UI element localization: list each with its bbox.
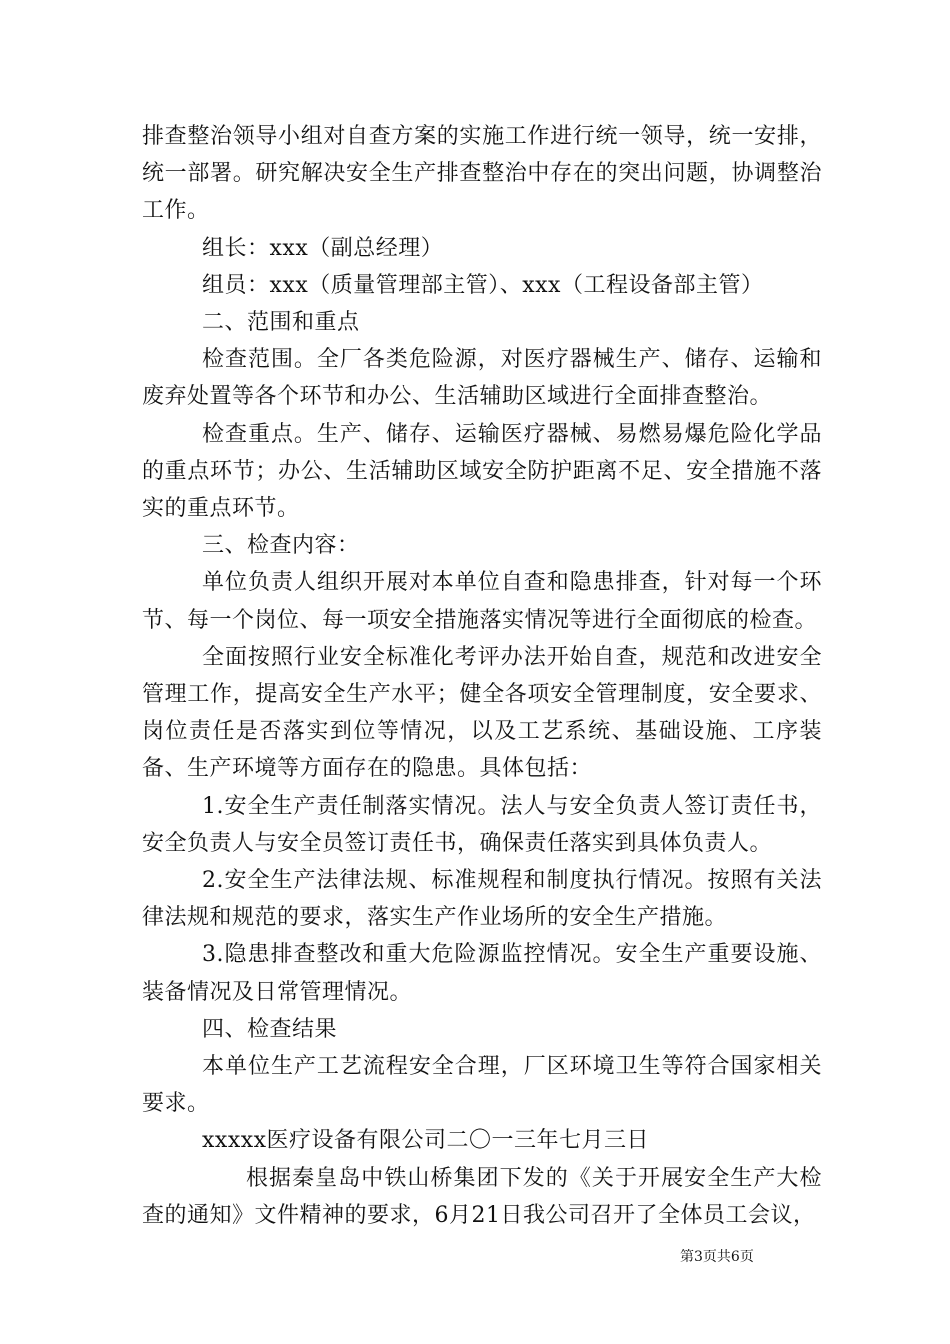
paragraph-inspection-focus: 检查重点。生产、储存、运输医疗器械、易燃易爆危险化学品的重点环节；办公、生活辅助区域安全防护距离不足、安全措施不落实的重点环节。	[142, 421, 822, 522]
section-heading-results: 四、检查结果	[202, 1016, 338, 1042]
paragraph-group-leader: 组长：xxx（副总经理）	[202, 235, 444, 261]
section-heading-content: 三、检查内容：	[202, 533, 360, 559]
paragraph-self-inspection: 全面按照行业安全标准化考评办法开始自查，规范和改进安全管理工作，提高安全生产水平；健全各项安全管理制度，安全要求、岗位责任是否落实到位等情况，以及工艺系统、基础设施、工序装备、生产环境等方面存在的隐患。具体包括：	[142, 644, 822, 782]
list-item-1: 1.安全生产责任制落实情况。法人与安全负责人签订责任书，安全负责人与安全员签订责任书，确保责任落实到具体负责人。	[142, 793, 822, 856]
paragraph-unit-responsible: 单位负责人组织开展对本单位自查和隐患排查，针对每一个环节、每一个岗位、每一项安全措施落实情况等进行全面彻底的检查。	[142, 570, 822, 633]
paragraph-results: 本单位生产工艺流程安全合理，厂区环境卫生等符合国家相关要求。	[142, 1054, 822, 1117]
section-heading-scope: 二、范围和重点	[202, 310, 360, 336]
list-item-2: 2.安全生产法律法规、标准规程和制度执行情况。按照有关法律法规和规范的要求，落实生产作业场所的安全生产措施。	[142, 868, 822, 931]
paragraph-new-document-intro: 根据秦皇岛中铁山桥集团下发的《关于开展安全生产大检查的通知》文件精神的要求，6月21日我公司召开了全体员工会议，	[142, 1165, 822, 1228]
paragraph-inspection-scope: 检查范围。全厂各类危险源，对医疗器械生产、储存、运输和废弃处置等各个环节和办公、生活辅助区域进行全面排查整治。	[142, 347, 822, 410]
paragraph-group-members: 组员：xxx（质量管理部主管）、xxx（工程设备部主管）	[202, 272, 764, 298]
page-number: 第3页共6页	[680, 1249, 754, 1265]
paragraph-signature-date: xxxxx医疗设备有限公司二〇一三年七月三日	[202, 1128, 650, 1154]
list-item-3: 3.隐患排查整改和重大危险源监控情况。安全生产重要设施、装备情况及日常管理情况。	[142, 942, 822, 1005]
paragraph-leadership-group: 排查整治领导小组对自查方案的实施工作进行统一领导，统一安排，统一部署。研究解决安全生产排查整治中存在的突出问题，协调整治工作。	[142, 124, 822, 224]
document-body	[142, 118, 822, 1234]
